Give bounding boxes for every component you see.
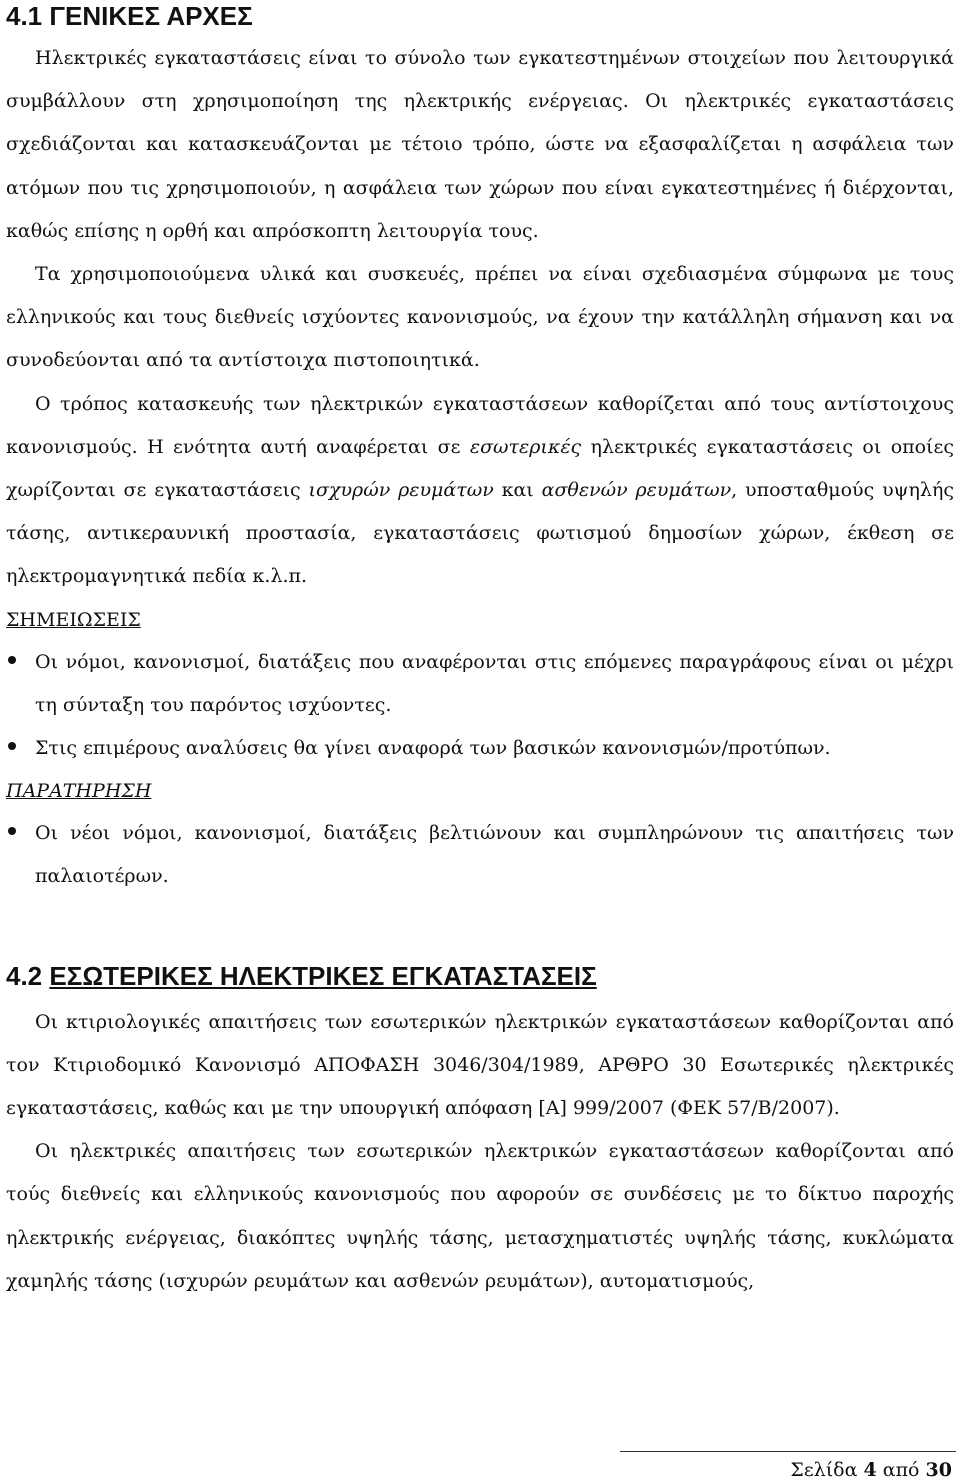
bullet-icon <box>8 742 16 750</box>
emphasis-weak-currents: ασθενών ρευμάτων <box>541 479 732 502</box>
footer-divider <box>620 1451 956 1452</box>
bullet-icon <box>8 656 16 664</box>
paragraph-electrical-installations: Ηλεκτρικές εγκαταστάσεις είναι το σύνολο των εγκατεστημένων στοιχείων που λειτουργικά συμβάλλουν στη χρησιμοποίηση της ηλεκτρικής ενέργειας. Οι ηλεκτρικές εγκαταστάσεις σχεδιάζονται και κατασκευάζονται με τέτοιο τρόπο, ώστε να εξασφαλίζεται η ασφάλεια των ατόμων που τις χρησιμοποιούν, η ασφάλεια των χώρων που είναι εγκατεστημένες ή διέρχονται, καθώς επίσης η ορθή και απρόσκοπτη λειτουργία τους. <box>6 47 954 242</box>
document-page <box>6 0 954 1303</box>
list-item: Στις επιμέρους αναλύσεις θα γίνει αναφορά των βασικών κανονισμών/προτύπων. <box>6 727 954 770</box>
paragraph-building-requirements: Οι κτιριολογικές απαιτήσεις των εσωτερικών ηλεκτρικών εγκαταστάσεων καθορίζονται από τον Κτιριοδομικό Κανονισμό ΑΠΟΦΑΣΗ 3046/304/1989, ΑΡΘΡΟ 30 Εσωτερικές ηλεκτρικές εγκαταστάσεις, καθώς και με την υπουργική απόφαση [Α] 999/2007 (ΦΕΚ 57/Β/2007). <box>6 1010 954 1120</box>
page-number-footer: Σελίδα 4 από 30 <box>790 1459 952 1481</box>
emphasis-strong-currents: ισχυρών ρευμάτων <box>308 479 494 502</box>
list-item: Οι νόμοι, κανονισμοί, διατάξεις που αναφέρονται στις επόμενες παραγράφους είναι οι μέχρι τη σύνταξη του παρόντος ισχύοντες. <box>6 641 954 727</box>
remark-heading: ΠΑΡΑΤΗΡΗΣΗ <box>6 780 152 803</box>
remarks-list <box>6 812 954 898</box>
section-heading-4-1: 4.1 ΓΕΝΙΚΕΣ ΑΡΧΕΣ <box>6 1 253 31</box>
paragraph-materials-devices: Τα χρησιμοποιούμενα υλικά και συσκευές, πρέπει να είναι σχεδιασμένα σύμφωνα με τους ελληνικούς και τους διεθνείς ισχύοντες κανονισμούς, να έχουν την κατάλληλη σήμανση και να συνοδεύονται από τα αντίστοιχα πιστοποιητικά. <box>6 263 954 372</box>
paragraph-construction-method: Ο τρόπος κατασκευής των ηλεκτρικών εγκαταστάσεων καθορίζεται από τους αντίστοιχους κανονισμούς. Η ενότητα αυτή αναφέρεται σε εσωτερικές ηλεκτρικές εγκαταστάσεις οι οποίες χωρίζονται σε εγκαταστάσεις ισχυρών ρευμάτων και ασθενών ρευμάτων, υποσταθμούς υψηλής τάσης, αντικεραυνική προστασία, εγκαταστάσεις φωτισμού δημοσίων χώρων, έκθεση σε ηλεκτρομαγνητικά πεδία κ.λ.π. <box>6 392 954 588</box>
list-item: Οι νέοι νόμοι, κανονισμοί, διατάξεις βελτιώνουν και συμπληρώνουν τις απαιτήσεις των παλαιοτέρων. <box>6 812 954 898</box>
emphasis-internal: εσωτερικές <box>469 435 582 458</box>
paragraph-electrical-requirements: Οι ηλεκτρικές απαιτήσεις των εσωτερικών ηλεκτρικών εγκαταστάσεων καθορίζονται από τούς διεθνείς και ελληνικούς κανονισμούς που αφορούν σε συνδέσεις με το δίκτυο παροχής ηλεκτρικής ενέργειας, διακόπτες υψηλής τάσης, μετασχηματιστές υψηλής τάσης, κυκλώματα χαμηλής τάσης (ισχυρών ρευμάτων και ασθενών ρευμάτων), αυτοματισμούς, <box>6 1140 954 1292</box>
section-heading-4-2: 4.2 ΕΣΩΤΕΡΙΚΕΣ ΗΛΕΚΤΡΙΚΕΣ ΕΓΚΑΤΑΣΤΑΣΕΙΣ <box>6 960 597 991</box>
bullet-icon <box>8 827 16 835</box>
notes-heading: ΣΗΜΕΙΩΣΕΙΣ <box>6 608 141 631</box>
notes-list <box>6 641 954 771</box>
